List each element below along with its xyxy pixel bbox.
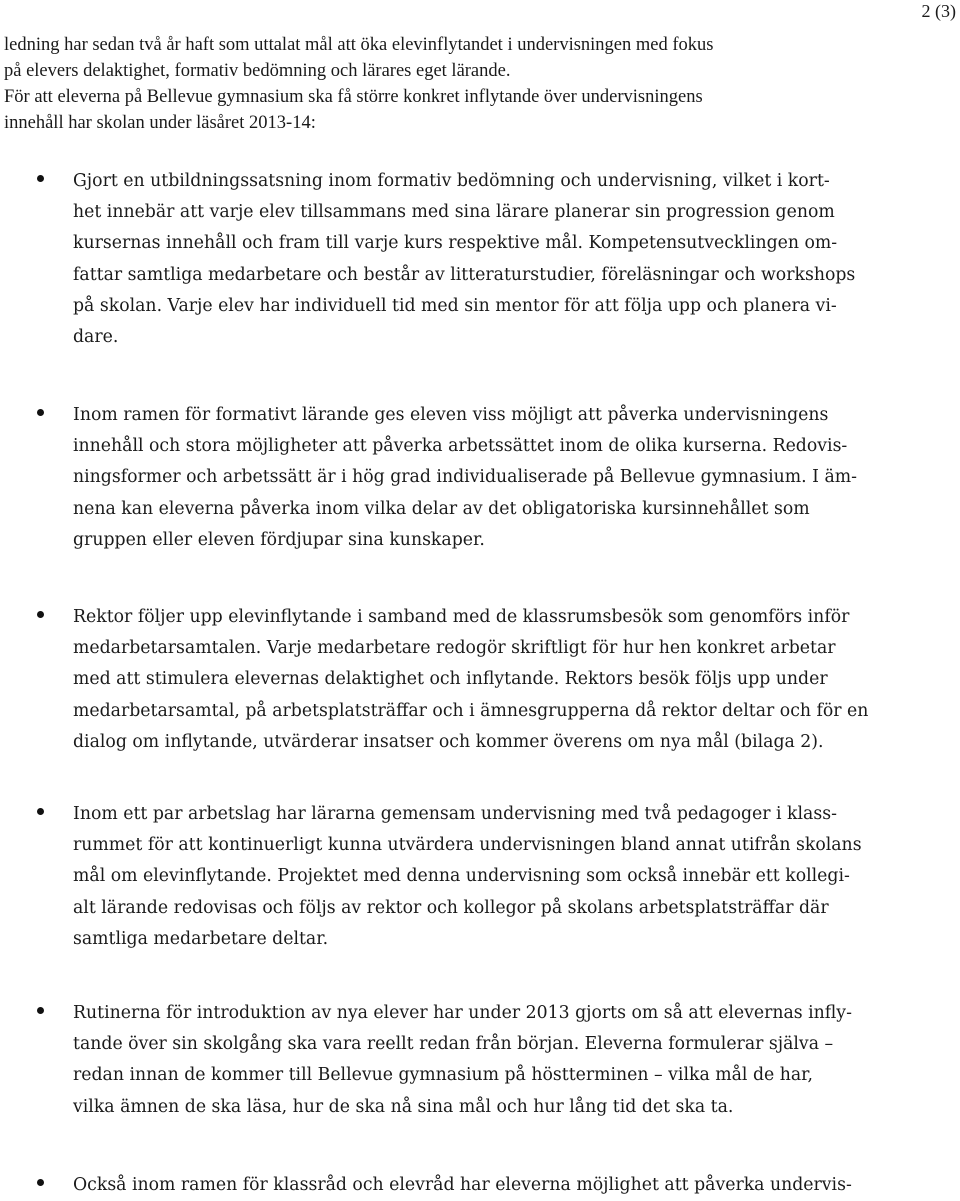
page-number: 2 (3)	[921, 1, 956, 21]
bullet-line: innehåll och stora möjligheter att påverka arbetssättet inom de olika kurserna. Redovis-	[73, 436, 848, 457]
intro-line: ledning har sedan två år haft som uttalat mål att öka elevinflytandet i undervisningen med fokus	[4, 35, 714, 55]
bullet-line: Gjort en utbildningssatsning inom formativ bedömning och undervisning, vilket i kort-	[73, 171, 830, 191]
intro-line: innehåll har skolan under läsåret 2013-14:	[4, 113, 316, 133]
bullet-line: Också inom ramen för klassråd och elevråd har eleverna möjlighet att påverka undervis-	[73, 1175, 852, 1195]
bullet-line: vilka ämnen de ska läsa, hur de ska nå sina mål och hur lång tid det ska ta.	[73, 1096, 734, 1117]
bullet-line: dare.	[73, 327, 119, 348]
bullet-line: gruppen eller eleven fördjupar sina kunskaper.	[73, 529, 485, 550]
bullet-text	[73, 400, 873, 556]
bullet-dot-icon	[37, 1007, 44, 1014]
bullet-line: medarbetarsamtal, på arbetsplatsträffar och i ämnesgrupperna då rektor deltar och för en	[73, 700, 869, 721]
bullet-text	[73, 1170, 873, 1201]
bullet-dot-icon	[37, 1179, 44, 1186]
bullet-line: fattar samtliga medarbetare och består av litteraturstudier, föreläsningar och workshops	[73, 264, 856, 285]
bullet-line: på skolan. Varje elev har individuell tid med sin mentor för att följa upp och planera vi-	[73, 295, 837, 316]
bullet-line: het innebär att varje elev tillsammans med sina lärare planerar sin progression genom	[73, 202, 835, 223]
bullet-line: medarbetarsamtalen. Varje medarbetare redogör skriftligt för hur hen konkret arbetar	[73, 638, 836, 659]
bullet-line: dialog om inflytande, utvärderar insatser och kommer överens om nya mål (bilaga 2).	[73, 731, 824, 752]
bullet-line: Rektor följer upp elevinflytande i samband med de klassrumsbesök som genomförs inför	[73, 607, 850, 627]
bullet-text	[73, 799, 873, 955]
bullet-line: Rutinerna för introduktion av nya elever har under 2013 gjorts om så att elevernas infly-	[73, 1003, 852, 1023]
bullet-text	[73, 166, 873, 353]
intro-line: på elevers delaktighet, formativ bedömning och lärares eget lärande.	[4, 61, 511, 81]
intro-paragraph	[4, 32, 909, 136]
bullet-line: Inom ett par arbetslag har lärarna gemensam undervisning med två pedagoger i klass-	[73, 804, 837, 824]
bullet-line: redan innan de kommer till Bellevue gymnasium på höstterminen – vilka mål de har,	[73, 1065, 814, 1086]
bullet-line: samtliga medarbetare deltar.	[73, 928, 329, 949]
bullet-line: ningsformer och arbetssätt är i hög grad individualiserade på Bellevue gymnasium. I äm-	[73, 467, 858, 488]
bullet-text	[73, 602, 873, 758]
bullet-dot-icon	[37, 175, 44, 182]
bullet-line: alt lärande redovisas och följs av rektor och kollegor på skolans arbetsplatsträffar där	[73, 897, 829, 918]
bullet-line: kursernas innehåll och fram till varje kurs respektive mål. Kompetensutvecklingen om-	[73, 233, 838, 254]
bullet-line: Inom ramen för formativt lärande ges eleven viss möjligt att påverka undervisningens	[73, 405, 829, 425]
intro-line: För att eleverna på Bellevue gymnasium ska få större konkret inflytande över undervisningens	[4, 87, 703, 107]
bullet-line: med att stimulera elevernas delaktighet och inflytande. Rektors besök följs upp under	[73, 669, 828, 690]
bullet-line: nena kan eleverna påverka inom vilka delar av det obligatoriska kursinnehållet som	[73, 498, 810, 519]
bullet-dot-icon	[37, 808, 44, 815]
bullet-line: rummet för att kontinuerligt kunna utvärdera undervisningen bland annat utifrån skolans	[73, 835, 862, 856]
bullet-dot-icon	[37, 409, 44, 416]
bullet-line: mål om elevinflytande. Projektet med denna undervisning som också innebär ett kollegi-	[73, 866, 850, 887]
bullet-text	[73, 998, 873, 1123]
bullet-dot-icon	[37, 611, 44, 618]
bullet-line: tande över sin skolgång ska vara reellt redan från början. Eleverna formulerar själva –	[73, 1034, 834, 1055]
